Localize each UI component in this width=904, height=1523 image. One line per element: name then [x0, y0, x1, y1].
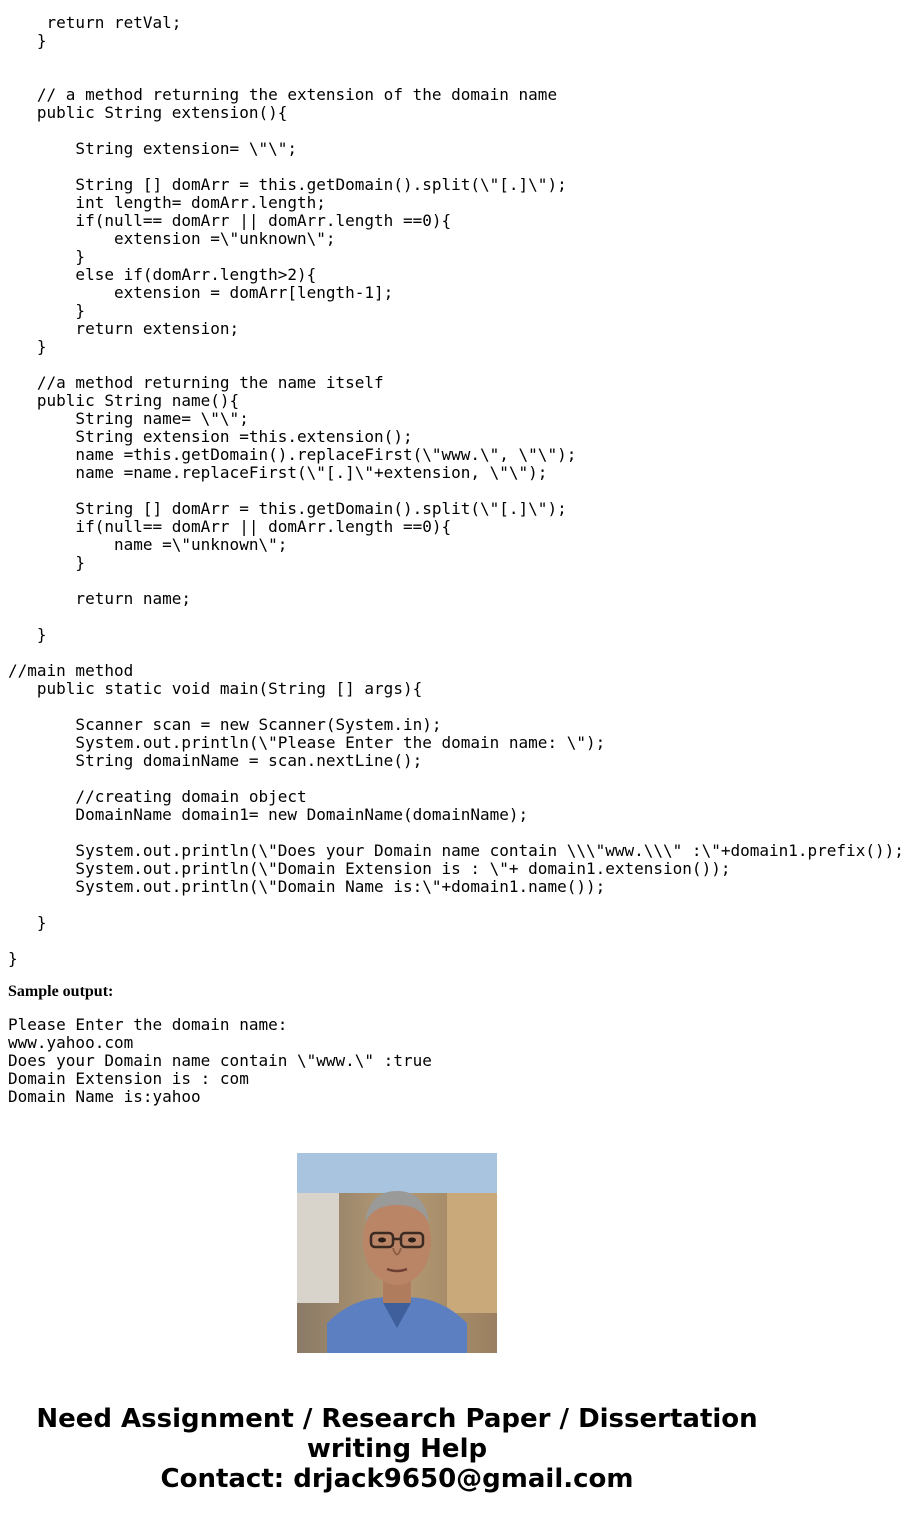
code-line: } — [8, 949, 18, 968]
sample-output-line: Domain Name is:yahoo — [8, 1087, 201, 1106]
code-line: name =name.replaceFirst(\"[.]\"+extension, \"\"); — [8, 463, 548, 482]
code-line: //creating domain object — [8, 787, 307, 806]
code-line: return retVal; — [8, 13, 182, 32]
code-line: String [] domArr = this.getDomain().split(\"[.]\"); — [8, 175, 567, 194]
code-line — [8, 698, 904, 716]
code-line: } — [8, 553, 86, 572]
code-line — [8, 158, 904, 176]
code-block — [8, 14, 904, 968]
code-line — [8, 932, 904, 950]
advert-line: Contact: drjack9650@gmail.com — [160, 1464, 634, 1494]
code-line: System.out.println(\"Domain Extension is : \"+ domain1.extension()); — [8, 859, 731, 878]
code-line: public String name(){ — [8, 391, 240, 410]
code-line — [8, 824, 904, 842]
code-line: } — [8, 247, 86, 266]
code-line: String domainName = scan.nextLine(); — [8, 751, 423, 770]
code-line — [8, 896, 904, 914]
code-line: } — [8, 301, 86, 320]
code-line — [8, 644, 904, 662]
code-line: String name= \"\"; — [8, 409, 249, 428]
code-line: Scanner scan = new Scanner(System.in); — [8, 715, 442, 734]
code-line: //a method returning the name itself — [8, 373, 384, 392]
code-line: //main method — [8, 661, 134, 680]
code-line: } — [8, 337, 47, 356]
code-line: name =this.getDomain().replaceFirst(\"www.\", \"\"); — [8, 445, 577, 464]
sample-output-line: Please Enter the domain name: — [8, 1015, 288, 1034]
sample-output-heading: Sample output: — [8, 983, 114, 1000]
code-line: String [] domArr = this.getDomain().split(\"[.]\"); — [8, 499, 567, 518]
code-line: DomainName domain1= new DomainName(domainName); — [8, 805, 529, 824]
code-line: String extension =this.extension(); — [8, 427, 413, 446]
code-line — [8, 608, 904, 626]
code-line: int length= domArr.length; — [8, 193, 326, 212]
sample-output-line: www.yahoo.com — [8, 1033, 134, 1052]
code-line — [8, 122, 904, 140]
author-avatar — [297, 1153, 497, 1353]
code-line — [8, 572, 904, 590]
sample-output-line: Domain Extension is : com — [8, 1069, 249, 1088]
code-line — [8, 482, 904, 500]
sample-output-line: Does your Domain name contain \"www.\" :true — [8, 1051, 432, 1070]
code-line: else if(domArr.length>2){ — [8, 265, 317, 284]
code-line — [8, 68, 904, 86]
code-line: extension =\"unknown\"; — [8, 229, 336, 248]
code-line — [8, 356, 904, 374]
code-line: // a method returning the extension of the domain name — [8, 85, 558, 104]
code-line: public static void main(String [] args){ — [8, 679, 423, 698]
code-line: return name; — [8, 589, 192, 608]
code-line — [8, 50, 904, 68]
code-line — [8, 770, 904, 788]
code-line: } — [8, 625, 47, 644]
advert-banner — [0, 1404, 794, 1494]
code-line: } — [8, 31, 47, 50]
code-line: if(null== domArr || domArr.length ==0){ — [8, 517, 452, 536]
code-line: extension = domArr[length-1]; — [8, 283, 394, 302]
advert-line: Need Assignment / Research Paper / Dissertation — [36, 1404, 758, 1434]
code-line: name =\"unknown\"; — [8, 535, 288, 554]
advert-line: writing Help — [306, 1434, 488, 1464]
code-line: public String extension(){ — [8, 103, 288, 122]
sample-output-block — [8, 1016, 432, 1106]
code-line: if(null== domArr || domArr.length ==0){ — [8, 211, 452, 230]
code-line: System.out.println(\"Domain Name is:\"+domain1.name()); — [8, 877, 606, 896]
code-line: return extension; — [8, 319, 240, 338]
code-line: System.out.println(\"Does your Domain name contain \\\"www.\\\" :\"+domain1.prefix()); — [8, 841, 904, 860]
code-line: System.out.println(\"Please Enter the domain name: \"); — [8, 733, 606, 752]
code-line: } — [8, 913, 47, 932]
code-line: String extension= \"\"; — [8, 139, 297, 158]
